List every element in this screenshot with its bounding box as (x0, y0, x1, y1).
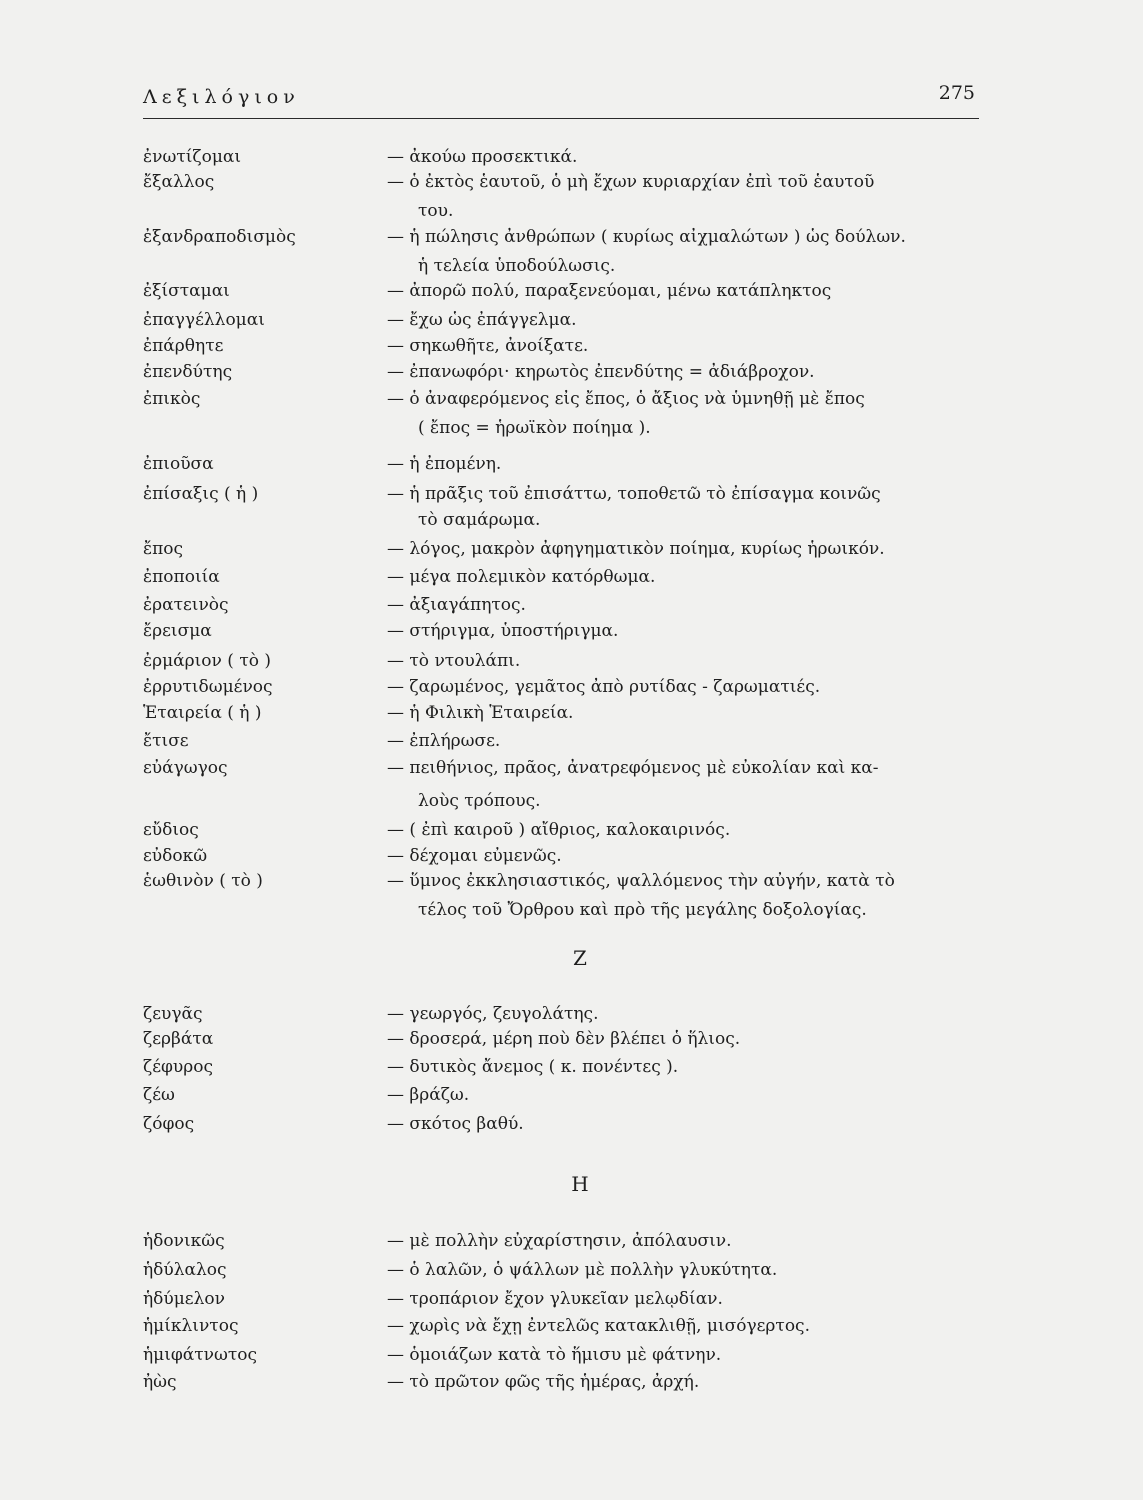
entry-term: εὐδοκῶ (143, 846, 208, 866)
glossary-entry (0, 567, 1143, 593)
entry-term: ἐπάρθητε (143, 336, 224, 356)
glossary-entry (0, 336, 1143, 362)
entry-definition: — χωρὶς νὰ ἔχῃ ἐντελῶς κατακλιθῇ, μισόγερτος. (387, 1316, 810, 1336)
glossary-entry (0, 595, 1143, 621)
entry-term: εὔδιος (143, 820, 199, 840)
entry-term: ζέω (143, 1085, 175, 1105)
entry-definition: — ὁμοιάζων κατὰ τὸ ἥμισυ μὲ φάτνην. (387, 1345, 722, 1365)
entry-term: ἔπος (143, 539, 184, 559)
entry-definition: — δροσερά, μέρη ποὺ δὲν βλέπει ὁ ἥλιος. (387, 1029, 741, 1049)
glossary-entry (0, 871, 1143, 897)
entry-term: εὐάγωγος (143, 758, 228, 778)
glossary-entry (0, 1029, 1143, 1055)
entry-term: ἐποποιία (143, 567, 220, 587)
glossary-entry (0, 256, 1143, 282)
entry-definition: — τὸ ντουλάπι. (387, 651, 521, 671)
entry-definition: — τὸ πρῶτον φῶς τῆς ἡμέρας, ἀρχή. (387, 1372, 700, 1392)
glossary-entry (0, 510, 1143, 536)
glossary-entry (0, 172, 1143, 198)
glossary-entry (0, 310, 1143, 336)
glossary-entry (0, 454, 1143, 480)
entry-definition: ( ἔπος = ἡρωϊκὸν ποίημα ). (418, 418, 651, 438)
entry-definition: — ἀξιαγάπητος. (387, 595, 526, 615)
glossary-entry (0, 147, 1143, 173)
glossary-entry (0, 731, 1143, 757)
entry-term: ἐρρυτιδωμένος (143, 677, 273, 697)
entry-term: ἠὼς (143, 1372, 177, 1392)
entry-definition: — δυτικὸς ἄνεμος ( κ. πονέντες ). (387, 1057, 679, 1077)
entry-definition: του. (418, 201, 454, 221)
entry-term: Ἑταιρεία ( ἡ ) (143, 703, 262, 723)
entry-definition: — ἐπανωφόρι· κηρωτὸς ἐπενδύτης = ἀδιάβροχον. (387, 362, 815, 382)
entry-definition: — δέχομαι εὐμενῶς. (387, 846, 562, 866)
entry-term: ἔξαλλος (143, 172, 215, 192)
entry-definition: — σκότος βαθύ. (387, 1114, 524, 1134)
entry-definition: — λόγος, μακρὸν ἀφηγηματικὸν ποίημα, κυρίως ἡρωικόν. (387, 539, 885, 559)
section-letter: Ζ (573, 946, 587, 970)
entry-definition: τέλος τοῦ Ὄρθρου καὶ πρὸ τῆς μεγάλης δοξολογίας. (418, 900, 867, 920)
entry-definition: ἡ τελεία ὑποδούλωσις. (418, 256, 616, 276)
entry-definition: — ὁ ἐκτὸς ἑαυτοῦ, ὁ μὴ ἔχων κυριαρχίαν ἐπὶ τοῦ ἑαυτοῦ (387, 172, 875, 192)
glossary-entry (0, 703, 1143, 729)
entry-definition: — ἐπλήρωσε. (387, 731, 501, 751)
glossary-entry (0, 539, 1143, 565)
entry-definition: — γεωργός, ζευγολάτης. (387, 1004, 599, 1024)
glossary-entry (0, 1316, 1143, 1342)
entry-term: ἐπικὸς (143, 389, 201, 409)
glossary-entry (0, 621, 1143, 647)
entry-term: ζερβάτα (143, 1029, 214, 1049)
entry-term: ἐξανδραποδισμὸς (143, 227, 296, 247)
glossary-entry (0, 1085, 1143, 1111)
running-title: Λεξιλόγιον (143, 86, 300, 108)
entry-definition: — μέγα πολεμικὸν κατόρθωμα. (387, 567, 656, 587)
entry-term: ἐνωτίζομαι (143, 147, 242, 167)
entry-definition: — ὕμνος ἐκκλησιαστικός, ψαλλόμενος τὴν αὐγήν, κατὰ τὸ (387, 871, 895, 891)
entry-definition: — ἡ πώλησις ἀνθρώπων ( κυρίως αἰχμαλώτων ) ὡς δούλων. (387, 227, 906, 247)
glossary-entry (0, 1345, 1143, 1371)
page-number: 275 (938, 82, 975, 104)
entry-term: ἡδονικῶς (143, 1231, 225, 1251)
glossary-entry (0, 227, 1143, 253)
entry-definition: — ἀπορῶ πολύ, παραξενεύομαι, μένω κατάπληκτος (387, 281, 832, 301)
glossary-entry (0, 1057, 1143, 1083)
glossary-entry (0, 791, 1143, 817)
entry-definition: — ἀκούω προσεκτικά. (387, 147, 578, 167)
entry-definition: — ἡ πρᾶξις τοῦ ἐπισάττω, τοποθετῶ τὸ ἐπίσαγμα κοινῶς (387, 484, 881, 504)
entry-definition: — ἡ Φιλικὴ Ἑταιρεία. (387, 703, 574, 723)
entry-term: ἐπαγγέλλομαι (143, 310, 265, 330)
entry-definition: — μὲ πολλὴν εὐχαρίστησιν, ἀπόλαυσιν. (387, 1231, 732, 1251)
running-header (143, 80, 979, 119)
entry-term: ζέφυρος (143, 1057, 214, 1077)
entry-term: ἑωθινὸν ( τὸ ) (143, 871, 263, 891)
glossary-entry (0, 281, 1143, 307)
section-letter: Η (571, 1172, 589, 1196)
entry-term: ἔρεισμα (143, 621, 212, 641)
entry-definition: — ὁ ἀναφερόμενος εἰς ἔπος, ὁ ἄξιος νὰ ὑμνηθῇ μὲ ἔπος (387, 389, 865, 409)
entry-definition: — στήριγμα, ὑποστήριγμα. (387, 621, 619, 641)
entry-definition: — σηκωθῆτε, ἀνοίξατε. (387, 336, 589, 356)
entry-term: ἡδύλαλος (143, 1260, 227, 1280)
glossary-entry (0, 1260, 1143, 1286)
entry-term: ἐπίσαξις ( ἡ ) (143, 484, 259, 504)
entry-definition: — ἔχω ὡς ἐπάγγελμα. (387, 310, 577, 330)
glossary-entry (0, 1289, 1143, 1315)
glossary-entry (0, 651, 1143, 677)
entry-term: ἡμιφάτνωτος (143, 1345, 258, 1365)
entry-definition: — ζαρωμένος, γεμᾶτος ἀπὸ ρυτίδας - ζαρωματιές. (387, 677, 821, 697)
entry-definition: — ὁ λαλῶν, ὁ ψάλλων μὲ πολλὴν γλυκύτητα. (387, 1260, 778, 1280)
entry-term: ζόφος (143, 1114, 195, 1134)
glossary-entry (0, 484, 1143, 510)
glossary-entry (0, 1372, 1143, 1398)
glossary-entry (0, 418, 1143, 444)
glossary-entry (0, 1114, 1143, 1140)
entry-term: ἐπιοῦσα (143, 454, 214, 474)
glossary-entry (0, 900, 1143, 926)
entry-term: ἐρατεινὸς (143, 595, 229, 615)
glossary-entry (0, 362, 1143, 388)
entry-definition: — τροπάριον ἔχον γλυκεῖαν μελῳδίαν. (387, 1289, 723, 1309)
glossary-entry (0, 201, 1143, 227)
glossary-entry (0, 820, 1143, 846)
entry-definition: — πειθήνιος, πρᾶος, ἀνατρεφόμενος μὲ εὐκολίαν καὶ κα- (387, 758, 879, 778)
entry-term: ἡμίκλιντος (143, 1316, 239, 1336)
entry-term: ἡδύμελον (143, 1289, 225, 1309)
entry-definition: — ἡ ἐπομένη. (387, 454, 502, 474)
entry-term: ἔτισε (143, 731, 189, 751)
glossary-entry (0, 677, 1143, 703)
glossary-entry (0, 389, 1143, 415)
entry-definition: — ( ἐπὶ καιροῦ ) αἴθριος, καλοκαιρινός. (387, 820, 731, 840)
glossary-entry (0, 846, 1143, 872)
entry-term: ζευγᾶς (143, 1004, 203, 1024)
glossary-entry (0, 1231, 1143, 1257)
entry-term: ἐπενδύτης (143, 362, 233, 382)
glossary-entry (0, 1004, 1143, 1030)
entry-definition: λοὺς τρόπους. (418, 791, 541, 811)
entry-term: ἐρμάριον ( τὸ ) (143, 651, 271, 671)
glossary-entry (0, 758, 1143, 784)
entry-definition: — βράζω. (387, 1085, 470, 1105)
entry-term: ἐξίσταμαι (143, 281, 230, 301)
entry-definition: τὸ σαμάρωμα. (418, 510, 541, 530)
